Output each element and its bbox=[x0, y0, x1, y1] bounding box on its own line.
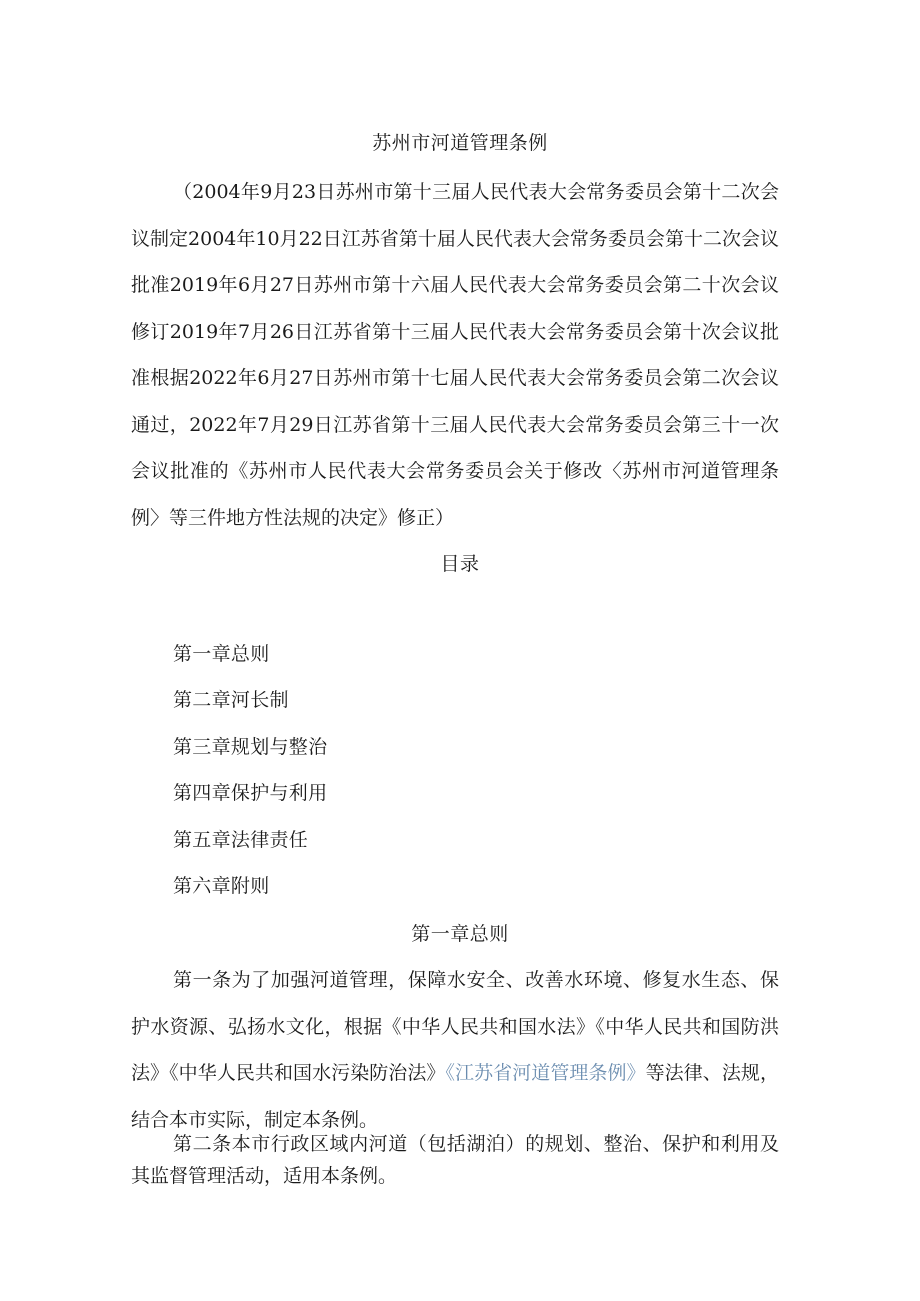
toc-item-chapter-1: 第一章总则 bbox=[173, 643, 270, 665]
jiangsu-river-regulation-link[interactable]: 《江苏省河道管理条例》 bbox=[445, 1062, 646, 1084]
table-of-contents-title: 目录 bbox=[440, 553, 480, 575]
document-title: 苏州市河道管理条例 bbox=[372, 132, 548, 154]
toc-item-chapter-3: 第三章规划与整治 bbox=[173, 736, 328, 758]
toc-item-chapter-6: 第六章附则 bbox=[173, 875, 270, 897]
article-1-text-end: 等法律、法规，结合本市实际，制定本条例。 bbox=[131, 1062, 779, 1131]
article-1-paragraph bbox=[131, 957, 779, 1143]
chapter-1-heading: 第一章总则 bbox=[411, 923, 509, 945]
article-2-paragraph: 第二条本市行政区域内河道（包括湖泊）的规划、整治、保护和利用及其监督管理活动，适用本条例。 bbox=[131, 1133, 779, 1187]
article-1-text-start: 第一条为了加强河道管理，保障水安全、改善水环境、修复水生态、保护水资源、弘扬水文化，根据《中华人民共和国水法》《中华人民共和国防洪法》《中华人民共和国水污染防治法》 bbox=[131, 969, 779, 1084]
toc-item-chapter-4: 第四章保护与利用 bbox=[173, 782, 328, 804]
enactment-history-paragraph: （2004年9月23日苏州市第十三届人民代表大会常务委员会第十二次会议制定2004年10月22日江苏省第十届人民代表大会常务委员会第十二次会议批准2019年6月27日苏州市第十六届人民代表大会常务委员会第二十次会议修订2019年7月26日江苏省第十三届人民代表大会常务委员会第十次会议批准根据2022年6月27日苏州市第十七届人民代表大会常务委员会第二次会议通过，2022年7月29日江苏省第十三届人民代表大会常务委员会第三十一次会议批准的《苏州市人民代表大会常务委员会关于修改〈苏州市河道管理条例〉等三件地方性法规的决定》修正） bbox=[131, 181, 779, 529]
toc-item-chapter-2: 第二章河长制 bbox=[173, 689, 289, 711]
toc-item-chapter-5: 第五章法律责任 bbox=[173, 829, 309, 851]
